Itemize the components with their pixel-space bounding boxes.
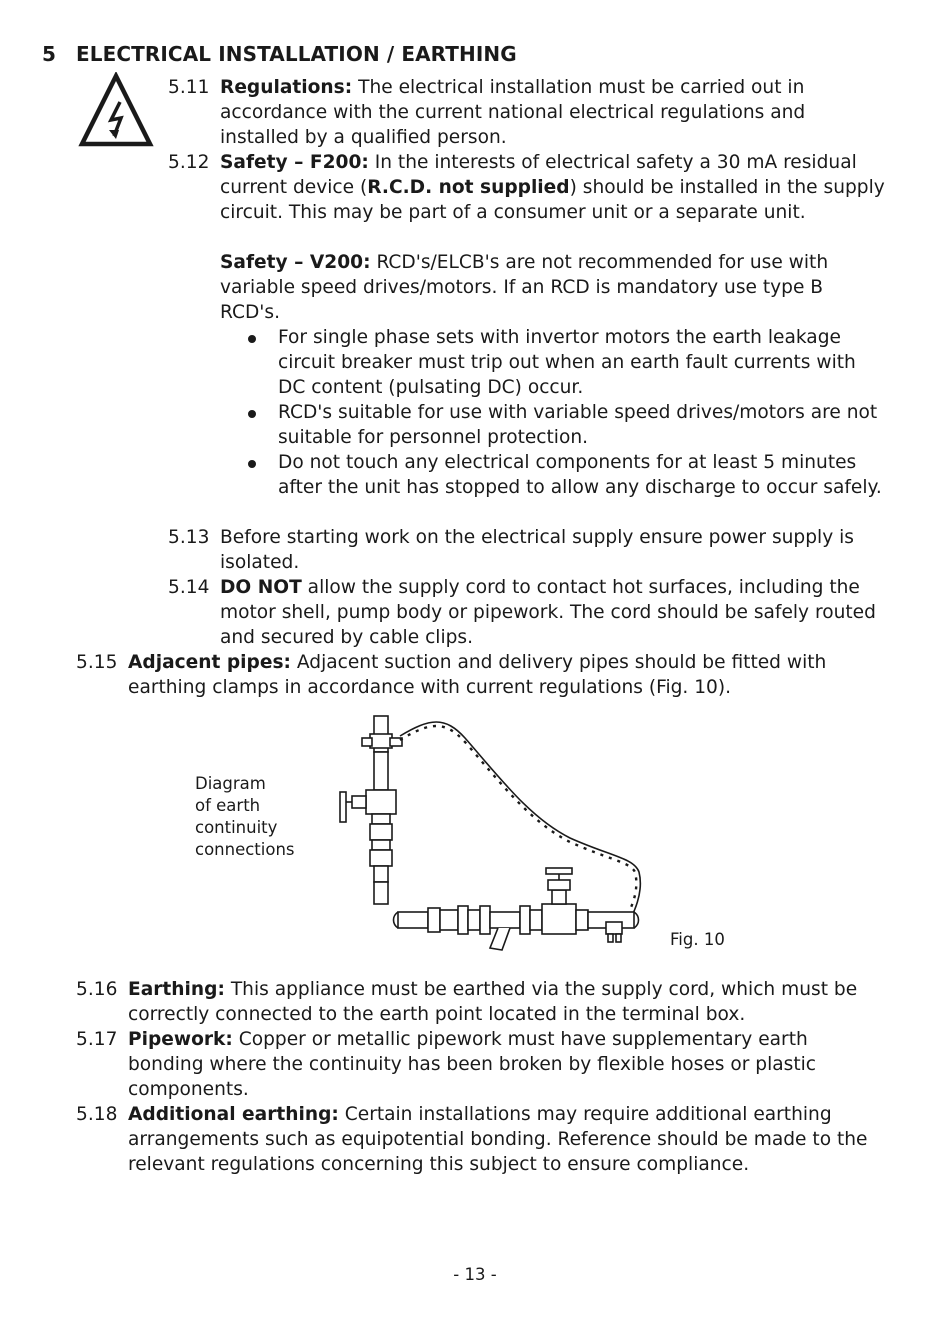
bullet-icon xyxy=(248,410,256,418)
item-5-12-subpara xyxy=(220,250,888,325)
item-number: 5.17 xyxy=(76,1029,118,1050)
caption-line: Diagram xyxy=(195,774,266,793)
item-number: 5.11 xyxy=(168,77,210,98)
electrical-hazard-warning-icon xyxy=(78,72,154,148)
item-text: The electrical installation must be carried out in accordance with the current national electrical regulations and installed by a qualified person. xyxy=(220,77,806,148)
item-text: allow the supply cord to contact hot surfaces, including the motor shell, pump body or pipework. The cord should be safely routed and secured by cable clips. xyxy=(220,577,876,648)
caption-line: connections xyxy=(195,840,295,859)
bullet-list xyxy=(248,325,888,500)
item-lead: Pipework: xyxy=(128,1029,233,1050)
item-text: In the interests of electrical safety a 30 mA residual current device ( xyxy=(220,152,857,198)
item-number: 5.14 xyxy=(168,577,210,598)
diagram-caption xyxy=(195,773,295,861)
item-lead: Earthing: xyxy=(128,979,225,1000)
list-item xyxy=(248,450,888,500)
list-item xyxy=(248,400,888,450)
item-number: 5.13 xyxy=(168,527,210,548)
list-item-text: Do not touch any electrical components for at least 5 minutes after the unit has stopped to allow any discharge to occur safely. xyxy=(278,452,882,498)
subpara-text: RCD's/ELCB's are not recommended for use with variable speed drives/motors. If an RCD is mandatory use type B RCD's. xyxy=(220,252,829,323)
section-heading xyxy=(42,42,517,66)
item-text: Adjacent suction and delivery pipes should be fitted with earthing clamps in accordance with current regulations (Fig. 10). xyxy=(128,652,827,698)
item-lead: Additional earthing: xyxy=(128,1104,339,1125)
page-number: - 13 - xyxy=(453,1265,497,1284)
earth-continuity-diagram xyxy=(330,712,660,957)
list-item-text: For single phase sets with invertor motors the earth leakage circuit breaker must trip out when an earth fault currents with DC content (pulsating DC) occur. xyxy=(278,327,856,398)
item-emphasis: R.C.D. not supplied xyxy=(367,177,570,198)
item-text: Certain installations may require additional earthing arrangements such as equipotential bonding. Reference should be made to the relevant regulations concerning this subject to ensure compliance. xyxy=(128,1104,868,1175)
item-number: 5.18 xyxy=(76,1104,118,1125)
caption-line: of earth xyxy=(195,796,261,815)
list-item xyxy=(248,325,888,400)
item-text: This appliance must be earthed via the supply cord, which must be correctly connected to the earth point located in the terminal box. xyxy=(128,979,858,1025)
figure-label: Fig. 10 xyxy=(670,930,725,949)
item-lead: DO NOT xyxy=(220,577,302,598)
item-text-cont: ) should be installed in the supply circuit. This may be part of a consumer unit or a separate unit. xyxy=(220,177,885,223)
item-number: 5.15 xyxy=(76,652,118,673)
bullet-icon xyxy=(248,335,256,343)
item-lead: Regulations: xyxy=(220,77,353,98)
list-item-text: RCD's suitable for use with variable speed drives/motors are not suitable for personnel protection. xyxy=(278,402,878,448)
subpara-lead: Safety – V200: xyxy=(220,252,371,273)
item-number: 5.16 xyxy=(76,979,118,1000)
caption-line: continuity xyxy=(195,818,278,837)
section-title: ELECTRICAL INSTALLATION / EARTHING xyxy=(76,42,517,66)
bullet-icon xyxy=(248,460,256,468)
item-number: 5.12 xyxy=(168,152,210,173)
item-text: Before starting work on the electrical supply ensure power supply is isolated. xyxy=(220,527,854,573)
item-lead: Safety – F200: xyxy=(220,152,369,173)
item-text: Copper or metallic pipework must have supplementary earth bonding where the continuity has been broken by flexible hoses or plastic components. xyxy=(128,1029,817,1100)
item-lead: Adjacent pipes: xyxy=(128,652,291,673)
section-number: 5 xyxy=(42,42,57,66)
